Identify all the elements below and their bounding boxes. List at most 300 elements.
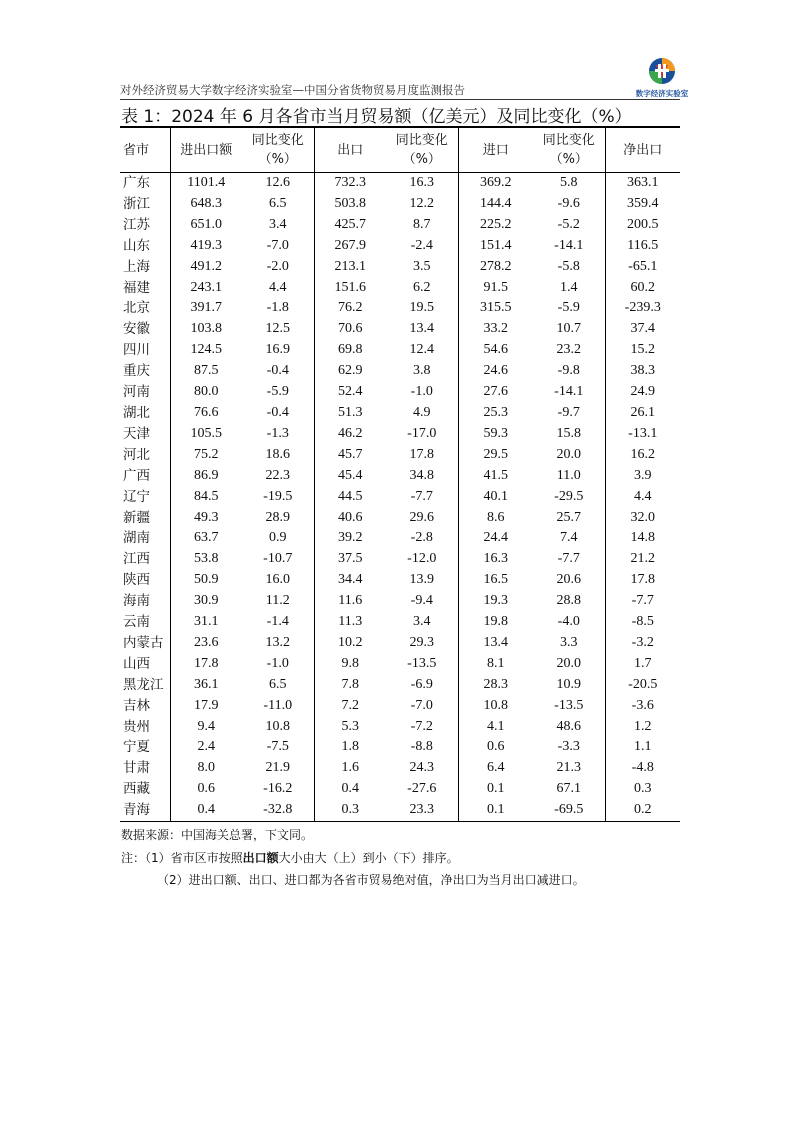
table-row (120, 361, 680, 382)
value-cell: 20.0 (533, 445, 605, 466)
value-cell: -4.0 (533, 612, 605, 633)
table-row (120, 549, 680, 570)
value-cell: -27.6 (386, 779, 458, 800)
value-cell: 10.7 (533, 319, 605, 340)
column-header-label: 同比变化 (542, 133, 595, 148)
province-cell: 吉林 (120, 696, 170, 717)
value-cell: -17.0 (386, 424, 458, 445)
value-cell: 648.3 (190, 195, 222, 211)
value-cell: -7.5 (242, 737, 314, 758)
province-cell: 陕西 (120, 570, 170, 591)
value-cell: 24.3 (386, 758, 458, 779)
value-cell: 144.4 (480, 195, 512, 211)
value-cell: 1.7 (634, 655, 652, 671)
value-cell: -9.4 (386, 591, 458, 612)
value-cell: 491.2 (190, 258, 222, 274)
value-cell: 11.2 (242, 591, 314, 612)
table-title: 表 1：2024 年 6 月各省市当月贸易额（亿美元）及同比变化（%） (121, 107, 632, 127)
value-cell: 13.4 (386, 319, 458, 340)
province-cell: 福建 (120, 278, 170, 299)
table-row (120, 591, 680, 612)
note-1-bold: 出口额 (242, 850, 279, 865)
logo-text: 数字经济实验室 (635, 89, 689, 98)
table-row (120, 779, 680, 800)
value-cell: 359.4 (627, 195, 659, 211)
value-cell: 75.2 (194, 446, 219, 462)
value-cell: 1.1 (634, 739, 652, 755)
province-cell: 湖北 (120, 403, 170, 424)
table-row (120, 257, 680, 278)
value-cell: 32.0 (630, 509, 655, 525)
province-cell: 江苏 (120, 215, 170, 236)
province-cell: 山东 (120, 236, 170, 257)
header-rule (120, 99, 680, 100)
column-header (242, 127, 314, 173)
value-cell: 34.8 (386, 466, 458, 487)
value-cell: 24.9 (630, 384, 655, 400)
value-cell: 30.9 (194, 593, 219, 609)
value-cell: 38.3 (630, 363, 655, 379)
value-cell: 0.3 (314, 800, 386, 821)
value-cell: 18.6 (242, 445, 314, 466)
table-row (120, 487, 680, 508)
trade-table (120, 126, 680, 822)
value-cell: 37.4 (630, 321, 655, 337)
value-cell: 4.4 (242, 278, 314, 299)
province-cell: 内蒙古 (120, 633, 170, 654)
value-cell: 2.4 (197, 739, 215, 755)
value-cell: 419.3 (190, 237, 222, 253)
value-cell: 0.6 (487, 739, 505, 755)
province-cell: 北京 (120, 298, 170, 319)
value-cell: -239.3 (624, 300, 661, 316)
value-cell: -7.2 (386, 717, 458, 738)
value-cell: 9.8 (341, 655, 359, 671)
value-cell: 7.4 (533, 528, 605, 549)
table-row (120, 696, 680, 717)
value-cell: 151.4 (480, 237, 512, 253)
value-cell: 7.2 (341, 697, 359, 713)
value-cell: 16.0 (242, 570, 314, 591)
value-cell: 3.8 (386, 361, 458, 382)
value-cell: 8.7 (386, 215, 458, 236)
column-header-label: 同比变化 (395, 133, 448, 148)
value-cell: 6.2 (386, 278, 458, 299)
value-cell: -11.0 (242, 696, 314, 717)
value-cell: 20.6 (533, 570, 605, 591)
value-cell: -14.1 (533, 236, 605, 257)
value-cell: 0.9 (242, 528, 314, 549)
table-row (120, 737, 680, 758)
value-cell: 8.0 (197, 760, 215, 776)
value-cell: 315.5 (480, 300, 512, 316)
value-cell: 50.9 (194, 572, 219, 588)
value-cell: 28.8 (533, 591, 605, 612)
value-cell: 17.9 (194, 697, 219, 713)
value-cell: 6.5 (242, 194, 314, 215)
value-cell: 80.0 (194, 384, 219, 400)
globe-icon (632, 56, 692, 88)
table-row (120, 424, 680, 445)
column-header (605, 127, 680, 173)
value-cell: 29.6 (386, 508, 458, 529)
value-cell: 16.5 (483, 572, 508, 588)
value-cell: -2.4 (386, 236, 458, 257)
value-cell: 26.1 (630, 404, 655, 420)
value-cell: 59.3 (483, 425, 508, 441)
value-cell: 25.3 (483, 404, 508, 420)
value-cell: -16.2 (242, 779, 314, 800)
province-cell: 上海 (120, 257, 170, 278)
value-cell: 1101.4 (187, 175, 226, 190)
value-cell: 10.9 (533, 675, 605, 696)
value-cell: 40.1 (483, 488, 508, 504)
value-cell: 243.1 (190, 279, 222, 295)
province-cell: 西藏 (120, 779, 170, 800)
value-cell: 1.8 (341, 739, 359, 755)
value-cell: -2.0 (242, 257, 314, 278)
value-cell: 6.5 (242, 675, 314, 696)
table-row (120, 215, 680, 236)
value-cell: 0.6 (197, 781, 215, 797)
value-cell: 70.6 (338, 321, 363, 337)
value-cell: 54.6 (483, 342, 508, 358)
value-cell: -2.8 (386, 528, 458, 549)
value-cell: -1.3 (242, 424, 314, 445)
note-1-suffix: 大小由大（上）到小（下）排序。 (278, 850, 459, 865)
value-cell: -0.4 (242, 361, 314, 382)
province-cell: 辽宁 (120, 487, 170, 508)
value-cell: 51.3 (338, 404, 363, 420)
table-row (120, 236, 680, 257)
value-cell: 4.9 (386, 403, 458, 424)
table-row (120, 508, 680, 529)
note-2: （2）进出口额、出口、进口都为各省市贸易绝对值，净出口为当月出口减进口。 (157, 873, 585, 887)
table-row (120, 382, 680, 403)
value-cell: 19.8 (483, 614, 508, 630)
value-cell: -29.5 (533, 487, 605, 508)
province-cell: 海南 (120, 591, 170, 612)
value-cell: -1.8 (242, 298, 314, 319)
value-cell: 12.4 (386, 340, 458, 361)
value-cell: 225.2 (480, 216, 512, 232)
value-cell: 10.2 (338, 634, 363, 650)
value-cell: 45.7 (338, 446, 363, 462)
table-row (120, 466, 680, 487)
value-cell: -0.4 (242, 403, 314, 424)
lab-logo (632, 56, 692, 100)
value-cell: 84.5 (194, 488, 219, 504)
value-cell: -13.5 (386, 654, 458, 675)
value-cell: 87.5 (194, 363, 219, 379)
value-cell: 16.3 (386, 173, 458, 194)
value-cell: 86.9 (194, 467, 219, 483)
province-cell: 天津 (120, 424, 170, 445)
table-row (120, 194, 680, 215)
value-cell: 124.5 (190, 342, 222, 358)
value-cell: 53.8 (194, 551, 219, 567)
value-cell: -3.3 (533, 737, 605, 758)
value-cell: 41.5 (483, 467, 508, 483)
value-cell: 3.5 (386, 257, 458, 278)
province-cell: 宁夏 (120, 737, 170, 758)
value-cell: 29.3 (386, 633, 458, 654)
value-cell: 34.4 (338, 572, 363, 588)
province-cell: 新疆 (120, 508, 170, 529)
value-cell: -7.7 (631, 593, 654, 609)
value-cell: 0.4 (341, 781, 359, 797)
province-cell: 云南 (120, 612, 170, 633)
value-cell: 40.6 (338, 509, 363, 525)
value-cell: 13.9 (386, 570, 458, 591)
value-cell: 9.4 (197, 718, 215, 734)
value-cell: 10.8 (483, 697, 508, 713)
province-cell: 山西 (120, 654, 170, 675)
value-cell: 67.1 (533, 779, 605, 800)
value-cell: 45.4 (338, 467, 363, 483)
value-cell: -1.0 (386, 382, 458, 403)
value-cell: 19.5 (386, 298, 458, 319)
value-cell: 103.8 (190, 321, 222, 337)
value-cell: -9.8 (533, 361, 605, 382)
value-cell: 17.8 (630, 572, 655, 588)
province-cell: 四川 (120, 340, 170, 361)
table-body (120, 173, 680, 822)
value-cell: 3.4 (242, 215, 314, 236)
column-header-unit: （%） (258, 152, 297, 167)
value-cell: 151.6 (334, 279, 366, 295)
value-cell: 425.7 (334, 216, 366, 232)
value-cell: 15.2 (630, 342, 655, 358)
value-cell: 28.3 (483, 676, 508, 692)
table-row (120, 570, 680, 591)
table-row (120, 654, 680, 675)
column-header-unit: （%） (549, 152, 588, 167)
value-cell: -69.5 (533, 800, 605, 821)
value-cell: -8.8 (386, 737, 458, 758)
value-cell: 16.2 (630, 446, 655, 462)
table-row (120, 633, 680, 654)
column-header (533, 127, 605, 173)
table-row (120, 612, 680, 633)
value-cell: 27.6 (483, 384, 508, 400)
province-cell: 甘肃 (120, 758, 170, 779)
value-cell: 46.2 (338, 425, 363, 441)
value-cell: 8.6 (487, 509, 505, 525)
value-cell: 200.5 (627, 216, 659, 232)
table-row (120, 319, 680, 340)
value-cell: 33.2 (483, 321, 508, 337)
value-cell: 17.8 (194, 655, 219, 671)
value-cell: 12.6 (242, 173, 314, 194)
value-cell: -12.0 (386, 549, 458, 570)
value-cell: 44.5 (338, 488, 363, 504)
column-header-unit: （%） (402, 152, 441, 167)
province-cell: 广西 (120, 466, 170, 487)
value-cell: -13.1 (628, 425, 658, 441)
column-header-label: 出口 (337, 142, 364, 158)
value-cell: -7.7 (533, 549, 605, 570)
value-cell: 23.2 (533, 340, 605, 361)
note-1-prefix: 注：（1）省市区市按照 (121, 850, 243, 865)
value-cell: 5.3 (341, 718, 359, 734)
column-header (170, 127, 242, 173)
value-cell: 7.8 (341, 676, 359, 692)
value-cell: 49.3 (194, 509, 219, 525)
value-cell: 20.0 (533, 654, 605, 675)
column-header-label: 省市 (123, 142, 150, 158)
value-cell: -7.0 (242, 236, 314, 257)
table-row (120, 528, 680, 549)
value-cell: 28.9 (242, 508, 314, 529)
table-row (120, 800, 680, 821)
value-cell: -3.2 (631, 634, 654, 650)
value-cell: 17.8 (386, 445, 458, 466)
table-row (120, 403, 680, 424)
province-cell: 江西 (120, 549, 170, 570)
province-cell: 贵州 (120, 717, 170, 738)
province-cell: 河南 (120, 382, 170, 403)
value-cell: -5.9 (242, 382, 314, 403)
value-cell: 21.9 (242, 758, 314, 779)
value-cell: 63.7 (194, 530, 219, 546)
value-cell: 3.4 (386, 612, 458, 633)
value-cell: 62.9 (338, 363, 363, 379)
value-cell: -3.6 (631, 697, 654, 713)
value-cell: 21.2 (630, 551, 655, 567)
province-cell: 黑龙江 (120, 675, 170, 696)
value-cell: 0.1 (487, 781, 505, 797)
value-cell: 0.1 (458, 800, 533, 821)
column-header (458, 127, 533, 173)
province-cell: 青海 (120, 800, 170, 821)
province-cell: 河北 (120, 445, 170, 466)
source-note: 数据来源：中国海关总署，下文同。 (121, 828, 314, 842)
value-cell: 12.2 (386, 194, 458, 215)
value-cell: 0.4 (170, 800, 242, 821)
value-cell: 4.4 (634, 488, 652, 504)
value-cell: 3.3 (533, 633, 605, 654)
column-header-label: 同比变化 (251, 133, 304, 148)
province-cell: 湖南 (120, 528, 170, 549)
value-cell: 0.3 (634, 781, 652, 797)
column-header (314, 127, 386, 173)
value-cell: -1.0 (242, 654, 314, 675)
note-1 (121, 847, 701, 870)
value-cell: 23.6 (194, 634, 219, 650)
value-cell: 69.8 (338, 342, 363, 358)
column-header-label: 净出口 (623, 142, 663, 158)
table-row (120, 717, 680, 738)
table-row (120, 445, 680, 466)
value-cell: 31.1 (194, 614, 219, 630)
value-cell: 76.2 (338, 300, 363, 316)
table-header-row (120, 127, 680, 173)
value-cell: 23.3 (386, 800, 458, 821)
value-cell: 37.5 (338, 551, 363, 567)
value-cell: -19.5 (242, 487, 314, 508)
value-cell: 6.4 (487, 760, 505, 776)
value-cell: 116.5 (627, 237, 659, 253)
province-cell: 重庆 (120, 361, 170, 382)
value-cell: -7.7 (386, 487, 458, 508)
value-cell: 12.5 (242, 319, 314, 340)
province-cell: 广东 (120, 173, 170, 194)
value-cell: 76.6 (194, 404, 219, 420)
value-cell: 105.5 (190, 425, 222, 441)
table-row (120, 278, 680, 299)
value-cell: 732.3 (334, 175, 366, 190)
value-cell: 3.9 (634, 467, 652, 483)
value-cell: 91.5 (483, 279, 508, 295)
value-cell: -8.5 (631, 614, 654, 630)
column-header-label: 进口 (482, 142, 509, 158)
notes (121, 824, 701, 892)
value-cell: 11.3 (338, 614, 363, 630)
value-cell: -5.9 (533, 298, 605, 319)
value-cell: 1.4 (533, 278, 605, 299)
value-cell: 10.8 (242, 717, 314, 738)
value-cell: -7.0 (386, 696, 458, 717)
value-cell: 1.2 (634, 718, 652, 734)
value-cell: -1.4 (242, 612, 314, 633)
value-cell: -14.1 (533, 382, 605, 403)
value-cell: 11.0 (533, 466, 605, 487)
column-header-label: 进出口额 (180, 142, 233, 158)
table-row (120, 340, 680, 361)
value-cell: 25.7 (533, 508, 605, 529)
value-cell: 13.4 (483, 634, 508, 650)
header-text: 对外经济贸易大学数字经济实验室—中国分省货物贸易月度监测报告 (120, 83, 465, 97)
province-cell: 安徽 (120, 319, 170, 340)
value-cell: 22.3 (242, 466, 314, 487)
value-cell: 0.2 (605, 800, 680, 821)
value-cell: -9.6 (533, 194, 605, 215)
value-cell: -32.8 (242, 800, 314, 821)
value-cell: -4.8 (631, 760, 654, 776)
value-cell: 5.8 (533, 173, 605, 194)
province-cell: 浙江 (120, 194, 170, 215)
value-cell: 11.6 (338, 593, 363, 609)
value-cell: 52.4 (338, 384, 363, 400)
value-cell: -5.2 (533, 215, 605, 236)
value-cell: 213.1 (334, 258, 366, 274)
value-cell: 16.3 (483, 551, 508, 567)
value-cell: 36.1 (194, 676, 219, 692)
value-cell: -9.7 (533, 403, 605, 424)
table-row (120, 758, 680, 779)
value-cell: 8.1 (487, 655, 505, 671)
value-cell: 16.9 (242, 340, 314, 361)
value-cell: 48.6 (533, 717, 605, 738)
value-cell: 1.6 (341, 760, 359, 776)
value-cell: 4.1 (487, 718, 505, 734)
value-cell: -6.9 (386, 675, 458, 696)
value-cell: 39.2 (338, 530, 363, 546)
column-header (386, 127, 458, 173)
value-cell: 15.8 (533, 424, 605, 445)
value-cell: 21.3 (533, 758, 605, 779)
value-cell: 29.5 (483, 446, 508, 462)
table-row (120, 173, 680, 194)
value-cell: 267.9 (334, 237, 366, 253)
value-cell: -5.8 (533, 257, 605, 278)
value-cell: 13.2 (242, 633, 314, 654)
value-cell: -13.5 (533, 696, 605, 717)
value-cell: 24.6 (483, 363, 508, 379)
value-cell: 503.8 (334, 195, 366, 211)
value-cell: 391.7 (190, 300, 222, 316)
